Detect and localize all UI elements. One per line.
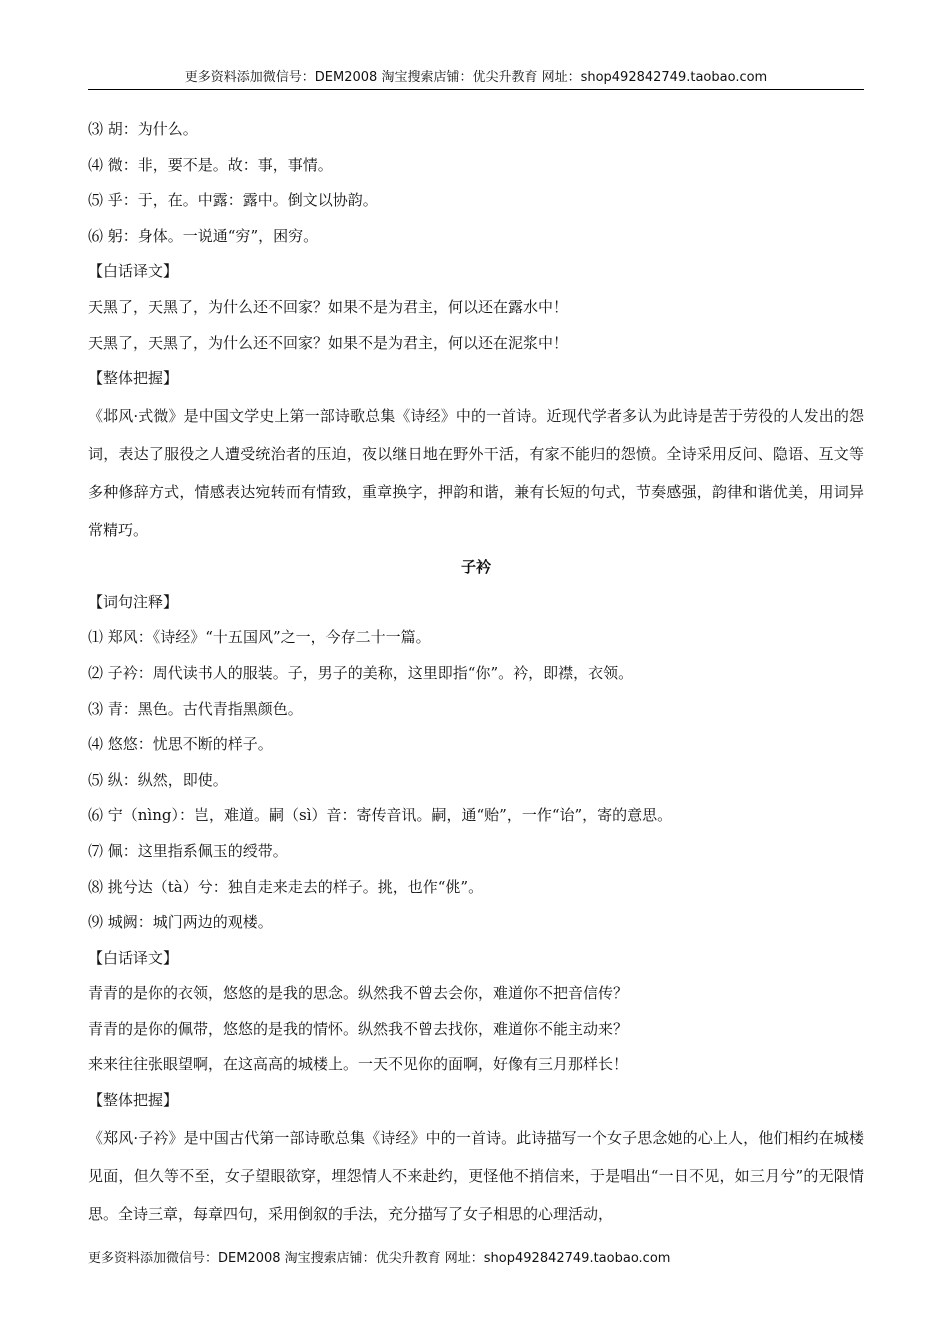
translation-heading: 【白话译文】 <box>88 262 179 281</box>
page-footer: 更多资料添加微信号：DEM2008 淘宝搜索店铺：优尖升教育 网址：shop492842749.taobao.com <box>88 1251 671 1266</box>
overview-paragraph: 《邶风·式微》是中国文学史上第一部诗歌总集《诗经》中的一首诗。近现代学者多认为此诗是苦于劳役的人发出的怨词，表达了服役之人遭受统治者的压迫，夜以继日地在野外干活，有家不能归的怨愤。全诗采用反问、隐语、互文等多种修辞方式，情感表达宛转而有情致，重章换字，押韵和谐，兼有长短的句式，节奏感强，韵律和谐优美，用词异常精巧。 <box>88 406 864 539</box>
note-line: ⑷ 悠悠：忧思不断的样子。 <box>88 735 273 754</box>
note-line: ⑸ 纵：纵然，即使。 <box>88 770 228 789</box>
note-line: ⑺ 佩：这里指系佩玉的绶带。 <box>88 841 288 860</box>
note-line: ⑹ 宁（nìng）：岂，难道。嗣（sì）音：寄传音讯。嗣，通“贻”，一作“诒”，寄的意思。 <box>88 806 673 825</box>
translation-line: 青青的是你的佩带，悠悠的是我的情怀。纵然我不曾去找你，难道你不能主动来？ <box>88 1019 629 1038</box>
note-line: ⑵ 子衿：周代读书人的服装。子，男子的美称，这里即指“你”。衿，即襟，衣领。 <box>88 663 634 682</box>
overview-paragraph: 《郑风·子衿》是中国古代第一部诗歌总集《诗经》中的一首诗。此诗描写一个女子思念她的心上人，他们相约在城楼见面，但久等不至，女子望眼欲穿，埋怨情人不来赴约，更怪他不捎信来，于是唱出“一日不见，如三月兮”的无限情思。全诗三章，每章四句，采用倒叙的手法，充分描写了女子相思的心理活动， <box>88 1128 864 1223</box>
note-line: ⑸ 乎：于，在。中露：露中。倒文以协韵。 <box>88 191 378 210</box>
note-line: ⑻ 挑兮达（tà）兮：独自走来走去的样子。挑，也作“佻”。 <box>88 877 484 896</box>
note-line: ⑹ 躬：身体。一说通“穷”，困穷。 <box>88 226 319 245</box>
note-line: ⑶ 青：黑色。古代青指黑颜色。 <box>88 699 303 718</box>
document-body <box>88 112 864 1233</box>
page-header: 更多资料添加微信号：DEM2008 淘宝搜索店铺：优尖升教育 网址：shop492842749.taobao.com <box>88 66 864 90</box>
note-line: ⑶ 胡：为什么。 <box>88 120 198 138</box>
note-line: ⑼ 城阙：城门两边的观楼。 <box>88 913 273 932</box>
notes-heading: 【词句注释】 <box>88 592 179 611</box>
overview-heading: 【整体把握】 <box>88 1091 179 1110</box>
poem-title: 子衿 <box>460 557 491 576</box>
translation-heading: 【白话译文】 <box>88 948 179 967</box>
overview-heading: 【整体把握】 <box>88 369 179 388</box>
translation-line: 天黑了，天黑了，为什么还不回家？如果不是为君主，何以还在泥浆中！ <box>88 333 569 352</box>
translation-line: 天黑了，天黑了，为什么还不回家？如果不是为君主，何以还在露水中！ <box>88 297 569 316</box>
note-line: ⑴ 郑风：《诗经》“十五国风”之一，今存二十一篇。 <box>88 628 431 647</box>
note-line: ⑷ 微：非，要不是。故：事，事情。 <box>88 155 333 174</box>
translation-line: 青青的是你的衣领，悠悠的是我的思念。纵然我不曾去会你，难道你不把音信传？ <box>88 984 629 1003</box>
translation-line: 来来往往张眼望啊，在这高高的城楼上。一天不见你的面啊，好像有三月那样长！ <box>88 1055 629 1074</box>
